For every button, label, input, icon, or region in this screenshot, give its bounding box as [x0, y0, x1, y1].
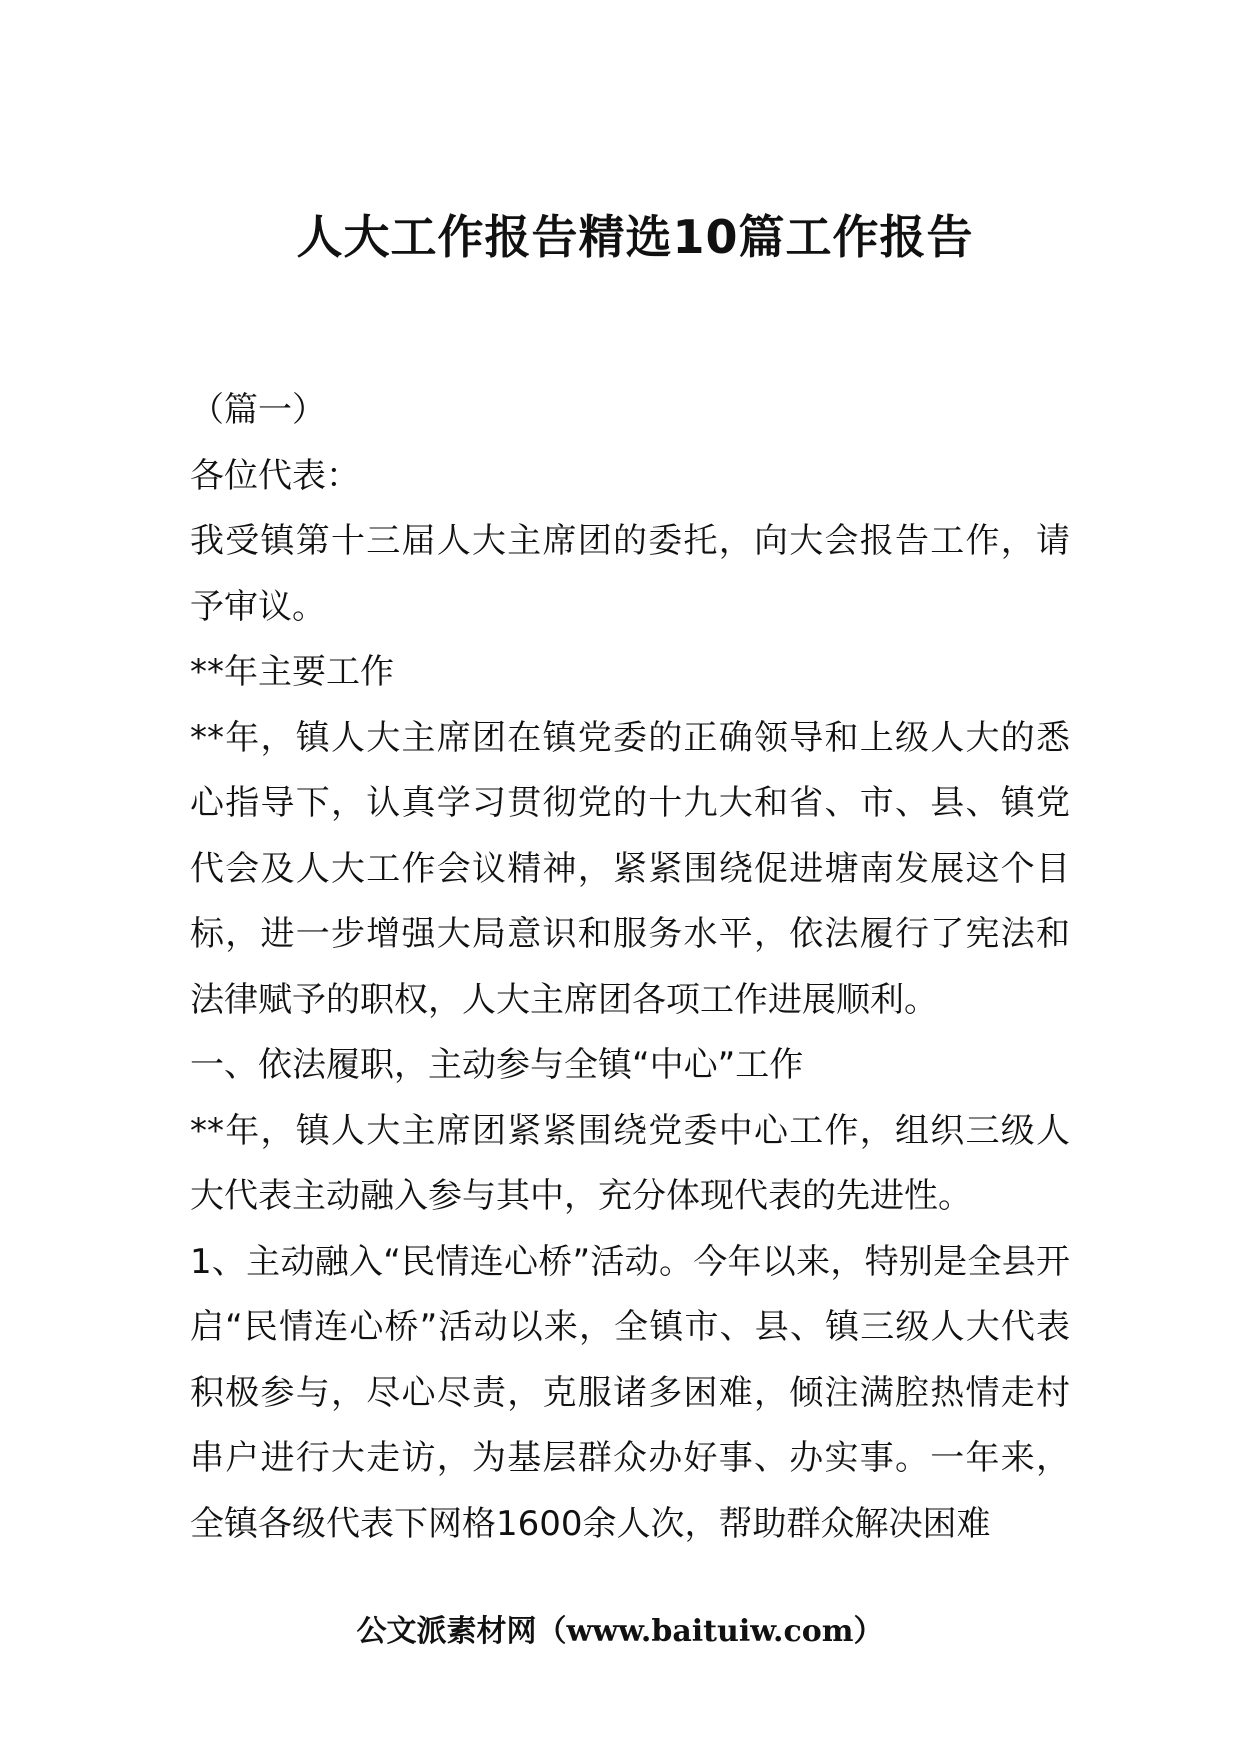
paragraph-section-label: （篇一）	[190, 390, 326, 430]
footer-watermark-text: 公文派素材网（www.baituiw.com）	[356, 1614, 884, 1649]
paragraph-item-one: 1、主动融入“民情连心桥”活动。今年以来，特别是全县开启“民情连心桥”活动以来，全镇市、县、镇三级人大代表积极参与，尽心尽责，克服诸多困难，倾注满腔热情走村串户进行大走访，为基层群众办好事、办实事。一年来，全镇各级代表下网格1600余人次，帮助群众解决困难	[190, 1241, 1070, 1544]
paragraph-overview: **年，镇人大主席团在镇党委的正确领导和上级人大的悉心指导下，认真学习贯彻党的十九大和省、市、县、镇党代会及人大工作会议精神，紧紧围绕促进塘南发展这个目标，进一步增强大局意识和服务水平，依法履行了宪法和法律赋予的职权，人大主席团各项工作进展顺利。	[190, 717, 1070, 1020]
document-body	[190, 378, 1070, 1557]
document-title: 人大工作报告精选10篇工作报告	[296, 210, 974, 264]
paragraph-heading-main-work: **年主要工作	[190, 652, 394, 692]
paragraph-section-one-body: **年，镇人大主席团紧紧围绕党委中心工作，组织三级人大代表主动融入参与其中，充分体现代表的先进性。	[190, 1110, 1070, 1216]
paragraph-intro: 我受镇第十三届人大主席团的委托，向大会报告工作，请予审议。	[190, 521, 1070, 627]
paragraph-heading-section-one: 一、依法履职，主动参与全镇“中心”工作	[190, 1045, 804, 1085]
paragraph-salutation: 各位代表：	[190, 455, 360, 496]
